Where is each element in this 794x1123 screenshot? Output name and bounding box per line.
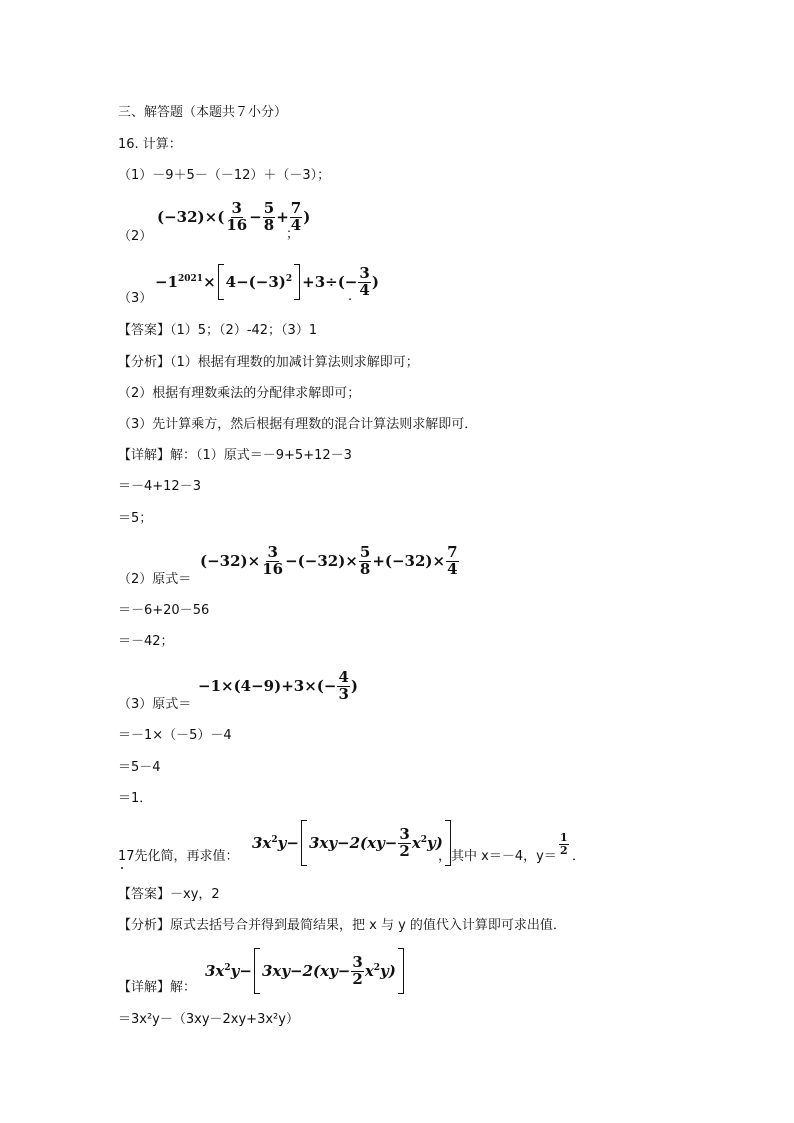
q16-detail-4-label: （2）原式＝	[118, 572, 192, 587]
fraction: $\frac{1}{2}$	[560, 831, 568, 857]
q16-analysis-3: （3）先计算乘方，然后根据有理数的混合计算法则求解即可．	[118, 417, 478, 432]
q16-part2-tail: ；	[286, 227, 300, 242]
q16-detail-1: 【详解】解：（1）原式＝－9+5+12－3	[118, 448, 352, 463]
fraction: $\frac{4}{3}$	[338, 668, 349, 703]
q16-answer: 【答案】（1）5；（2）-42；（3）1	[118, 323, 318, 338]
q17-y-fraction	[558, 832, 570, 856]
fraction: $\frac{3}{2}$	[352, 952, 363, 988]
q17-condition: ，其中 x＝－4，y＝	[438, 849, 557, 864]
section-title: 三、解答题（本题共７小分）	[118, 105, 288, 120]
q16-part2-expression: (−32)×( $\frac{3}{16}$ − $\frac{5}{8}$ + $\frac{7}{4}$ )	[157, 199, 311, 234]
fraction: $\frac{3}{16}$	[262, 543, 284, 578]
q16-part3-expression: −1 2021 × 4−(−3) 2 +3÷(− $\frac{3}{4}$ )	[155, 263, 379, 299]
q16-detail-10: ＝1．	[118, 791, 153, 806]
q17-expression: 3x 2 y− 3xy−2(xy− $\frac{3}{2}$ x 2 y)	[252, 820, 453, 866]
q16-detail-5: ＝－6+20－56	[118, 603, 210, 618]
fraction: $\frac{5}{8}$	[359, 543, 371, 578]
q17-analysis: 【分析】原式去括号合并得到最简结果，把 x 与 y 的值代入计算即可求出值．	[118, 918, 566, 933]
q16-detail-4-expression: (−32)× $\frac{3}{16}$ −(−32)× $\frac{5}{8}$ +(−32)× $\frac{7}{4}$	[200, 543, 458, 578]
left-bracket	[254, 948, 260, 994]
q16-part2-label: （2）	[118, 229, 153, 244]
fraction: $\frac{3}{2}$	[399, 824, 410, 860]
q16-detail-9: ＝5－4	[118, 760, 161, 775]
right-bracket	[294, 264, 300, 300]
q16-detail-3: ＝5；	[118, 511, 153, 526]
bullet-dot	[121, 867, 123, 869]
fraction: $\frac{3}{4}$	[359, 263, 370, 299]
fraction: $\frac{7}{4}$	[290, 199, 302, 234]
q16-title: 16. 计算：	[118, 137, 182, 152]
q16-detail-8: ＝－1×（－5）－4	[118, 728, 232, 743]
q16-analysis-2: （2）根据有理数乘法的分配律求解即可；	[118, 386, 361, 401]
q17-label: 17先化简，再求值：	[118, 849, 239, 864]
q17-detail-line: ＝3x²y－（3xy－2xy+3x²y）	[118, 1012, 299, 1027]
q17-condition-tail: ．	[572, 849, 586, 864]
q16-analysis-1: 【分析】（1）根据有理数的加减计算法则求解即可；	[118, 355, 419, 370]
fraction: $\frac{5}{8}$	[263, 199, 275, 234]
q17-detail-expression: 3x 2 y− 3xy−2(xy− $\frac{3}{2}$ x 2 y)	[205, 948, 406, 994]
q16-detail-7-expression: −1×(4−9)+3×(− $\frac{4}{3}$ )	[198, 668, 358, 703]
q16-detail-7-label: （3）原式＝	[118, 697, 192, 712]
q16-part3-label: （3）	[118, 291, 153, 306]
left-bracket	[301, 820, 307, 866]
fraction: $\frac{7}{4}$	[447, 543, 458, 578]
right-bracket	[398, 948, 404, 994]
q17-detail-label: 【详解】解：	[118, 980, 197, 995]
fraction: $\frac{3}{16}$	[226, 199, 248, 234]
q16-part3-tail: .	[348, 289, 353, 304]
q16-detail-6: ＝－42；	[118, 634, 174, 649]
q17-answer: 【答案】－xy，2	[118, 887, 220, 902]
q16-part1: （1）－9＋5－（－12）＋（－3）；	[118, 168, 331, 183]
q16-detail-2: ＝－4+12－3	[118, 479, 201, 494]
left-bracket	[218, 264, 224, 300]
